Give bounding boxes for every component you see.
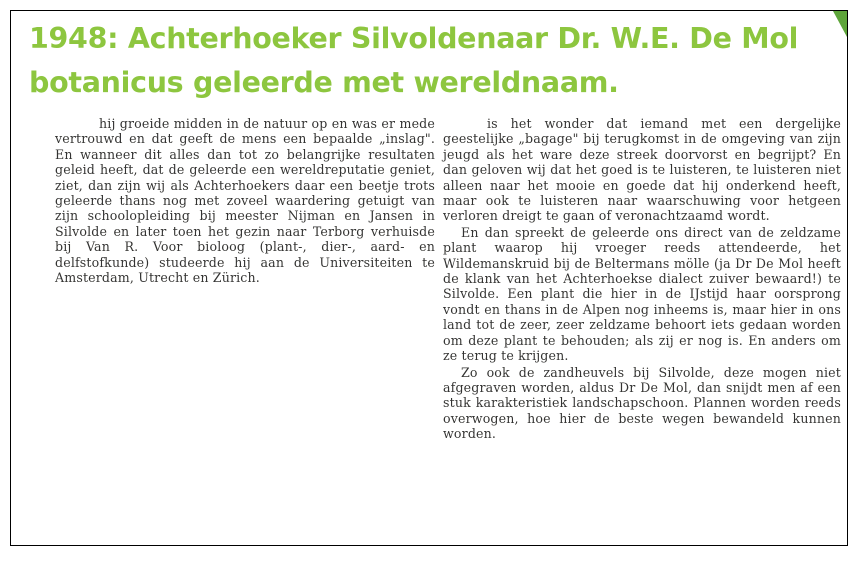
clipping-right-paragraph-3: Zo ook de zandheuvels bij Silvolde, deze mogen niet afgegraven worden, aldus Dr De Mol, dan snijdt men af een stuk karakteristiek landschapschoon. Plannen worden reeds overwogen, hoe hier de beste wegen bewandeld kunnen worden. <box>443 364 841 442</box>
clipping-left-paragraph-1: hij groeide midden in de natuur op en was er mede vertrouwd en dat geeft de mens een bepaalde „inslag". En wanneer dit alles dan tot zo belangrijke resultaten geleid heeft, dat de geleerde een wereldreputatie geniet, ziet, dan zijn wij als Achterhoekers daar een beetje trots geleerde thans nog met zoveel waardering getuigt van zijn schoolopleiding bij meester Nijman en Jansen in Silvolde en later toen het gezin naar Terborg verhuisde bij Van R. Voor bioloog (plant-, dier-, aard- en delfstofkunde) studeerde hij aan de Universiteiten te Amsterdam, Utrecht en Zürich. <box>55 116 435 286</box>
clipping-right-paragraph-2: En dan spreekt de geleerde ons direct van de zeldzame plant waarop hij vroeger reeds attendeerde, het Wildemanskruid bij de Beltermans mölle (ja Dr De Mol heeft de klank van het Achterhoekse dialect zuiver bewaard!) te Silvolde. Een plant die hier in de IJstijd haar oorsprong vondt en thans in de Alpen nog inheems is, maar hier in ons land tot de zeer, zeer zeldzame behoort iets gedaan worden om deze plant te behouden; als zij er nog is. En anders om ze terug te krijgen. <box>443 224 841 364</box>
slide-title: 1948: Achterhoeker Silvoldenaar Dr. W.E. De Mol botanicus geleerde met wereldnaam. <box>29 22 799 99</box>
corner-accent-triangle <box>833 11 847 37</box>
newspaper-clipping-right <box>439 113 845 540</box>
slide <box>10 10 848 546</box>
clipping-right-paragraph-1: is het wonder dat iemand met een dergelijke geestelijke „bagage" bij terugkomst in de omgeving van zijn jeugd als het ware deze streek doorvorst en begrijpt? En dan geloven wij dat het goed is te luisteren, te luisteren niet alleen naar het mooie en goede dat hij onderkend heeft, maar ook te luisteren naar waarschuwing voor hetgeen verloren dreigt te gaan of veronachtzaamd wordt. <box>443 116 841 224</box>
newspaper-clipping-left <box>51 113 439 289</box>
